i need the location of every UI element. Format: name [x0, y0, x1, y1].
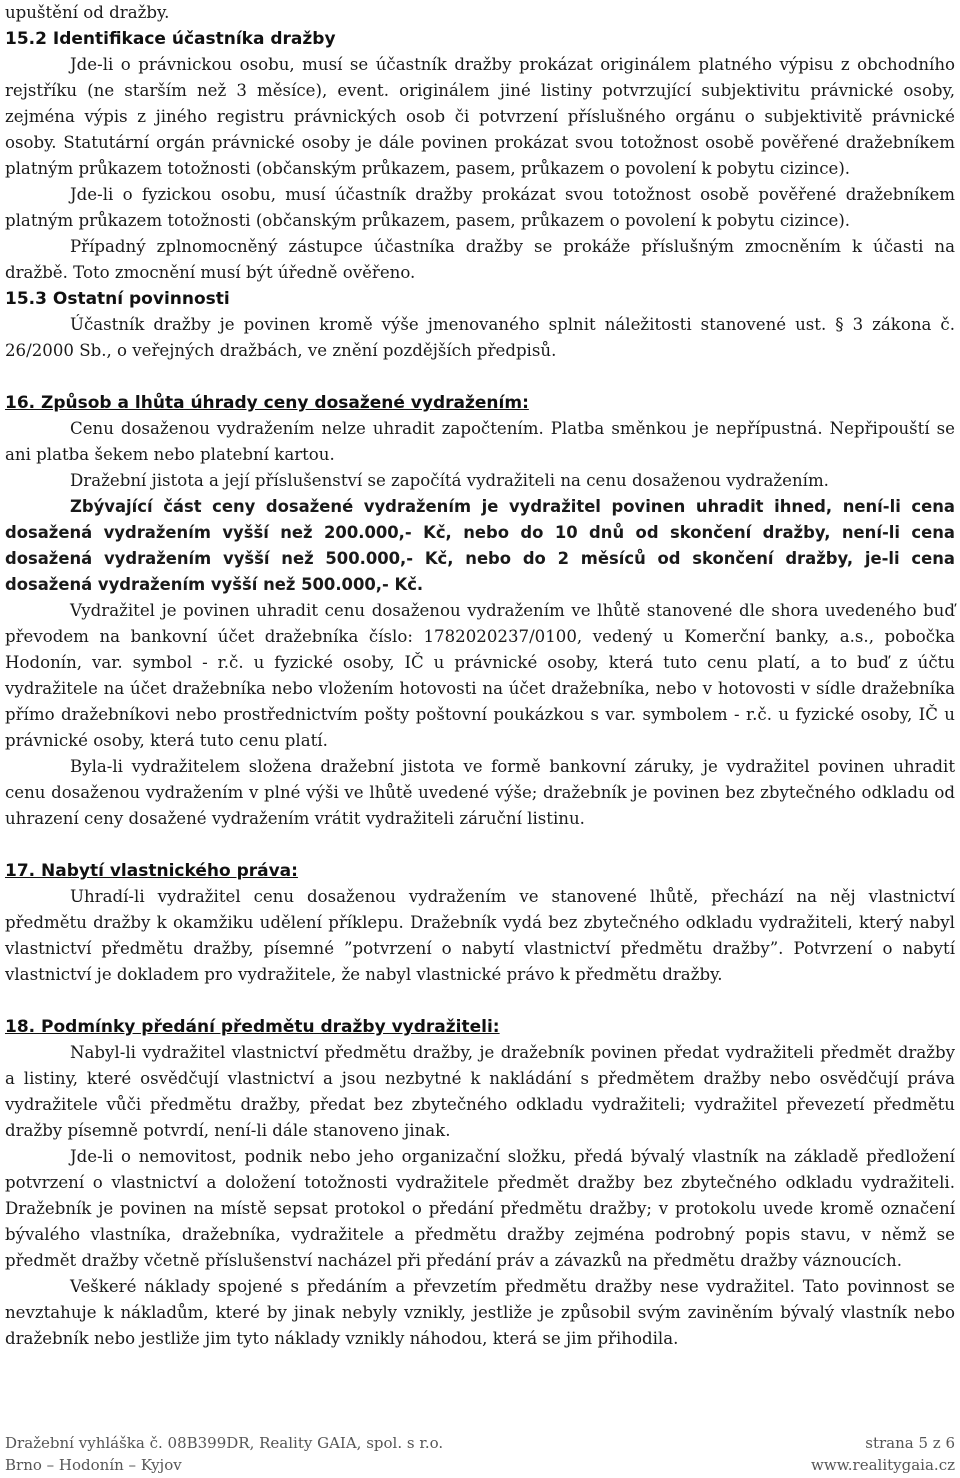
heading-15-3	[5, 286, 955, 312]
heading-16	[5, 390, 955, 416]
paragraph-16-2: Dražební jistota a její příslušenství se započítá vydražiteli na cenu dosaženou vydražením.	[70, 471, 829, 490]
footer-page-number: strana 5 z 6	[865, 1434, 955, 1452]
paragraph-18-2: Jde-li o nemovitost, podnik nebo jeho organizační složku, předá bývalý vlastník na základě předložení potvrzení o vlastnictví a doložení totožnosti vydražitele předmět dražby bez zbytečného odkladu vydražiteli. Dražebník je povinen na místě sepsat protokol o předání předmětu dražby; v protokolu uvede kromě označení bývalého vlastníka, dražebníka, vydražitele a předmětu dražby zejména podrobný popis stavu, v němž se předmět dražby včetně příslušenství nacházel při předání práv a závazků na předmětu dražby váznoucích.	[5, 1147, 955, 1270]
footer-row-2	[5, 1454, 955, 1476]
heading-15-3-title: Ostatní povinnosti	[52, 289, 230, 309]
paragraph-15-2-legal-entity: Jde-li o právnickou osobu, musí se účastník dražby prokázat originálem platného výpisu z obchodního rejstříku (ne starším než 3 měsíce), event. originálem jiné listiny potvrzující subjektivitu právnické osoby, zejména výpis z jiného registru právnických osob či potvrzení příslušného orgánu o subjektivitě právnické osoby. Statutární orgán právnické osoby je dále povinen prokázat svou totožnost osobě pověřené dražebníkem platným průkazem totožnosti (občanským průkazem, pasem, průkazem o povolení k pobytu cizince).	[5, 55, 955, 178]
heading-17-text: 17. Nabytí vlastnického práva:	[5, 861, 298, 881]
paragraph-16-1: Cenu dosaženou vydražením nelze uhradit započtením. Platba směnkou je nepřípustná. Nepřipouští se ani platba šekem nebo platební kartou.	[5, 419, 955, 464]
heading-18-text: 18. Podmínky předání předmětu dražby vydražiteli:	[5, 1017, 500, 1037]
section-15-1-tail: upuštění od dražby.	[5, 3, 170, 22]
footer-document-id: Dražební vyhláška č. 08B399DR, Reality GAIA, spol. s r.o.	[5, 1434, 444, 1452]
paragraph-17-1: Uhradí-li vydražitel cenu dosaženou vydražením ve stanovené lhůtě, přechází na něj vlastnictví předmětu dražby k okamžiku udělení příklepu. Dražebník vydá bez zbytečného odkladu vydražiteli, který nabyl vlastnictví předmětu dražby, písemné ”potvrzení o nabytí vlastnictví předmětu dražby”. Potvrzení o nabytí vlastnictví je dokladem pro vydražitele, že nabyl vlastnické právo k předmětu dražby.	[5, 887, 955, 984]
document-body	[5, 0, 955, 1352]
heading-16-text: 16. Způsob a lhůta úhrady ceny dosažené vydražením:	[5, 393, 529, 413]
heading-15-3-number: 15.3	[5, 289, 47, 309]
heading-18	[5, 1014, 955, 1040]
paragraph-15-3: Účastník dražby je povinen kromě výše jmenovaného splnit náležitosti stanovené ust. § 3 zákona č. 26/2000 Sb., o veřejných dražbách, ve znění pozdějších předpisů.	[5, 315, 955, 360]
heading-15-2-title: Identifikace účastníka dražby	[52, 29, 336, 49]
heading-15-2	[5, 26, 955, 52]
footer-row-1	[5, 1432, 955, 1454]
paragraph-16-3-deadlines: Zbývající část ceny dosažené vydražením je vydražitel povinen uhradit ihned, není-li cena dosažená vydražením vyšší než 200.000,- Kč, nebo do 10 dnů od skončení dražby, není-li cena dosažená vydražením vyšší než 500.000,- Kč, nebo do 2 měsíců od skončení dražby, je-li cena dosažená vydražením vyšší než 500.000,- Kč.	[5, 497, 955, 594]
page-footer	[5, 1432, 955, 1476]
heading-17	[5, 858, 955, 884]
paragraph-15-2-proxy: Případný zplnomocněný zástupce účastníka dražby se prokáže příslušným zmocněním k účasti na dražbě. Toto zmocnění musí být úředně ověřeno.	[5, 237, 955, 282]
paragraph-16-4-payment: Vydražitel je povinen uhradit cenu dosaženou vydražením ve lhůtě stanovené dle shora uvedeného buď převodem na bankovní účet dražebníka číslo: 1782020237/0100, vedený u Komerční banky, a.s., pobočka Hodonín, var. symbol - r.č. u fyzické osoby, IČ u právnické osoby, která tuto cenu platí, a to buď z účtu vydražitele na účet dražebníka nebo vložením hotovosti na účet dražebníka, nebo v hotovosti v sídle dražebníka přímo dražebníkovi nebo prostřednictvím pošty poštovní poukázkou s var. symbolem - r.č. u fyzické osoby, IČ u právnické osoby, která tuto cenu platí.	[5, 601, 955, 750]
footer-locations: Brno – Hodonín – Kyjov	[5, 1456, 182, 1474]
paragraph-18-3: Veškeré náklady spojené s předáním a převzetím předmětu dražby nese vydražitel. Tato povinnost se nevztahuje k nákladům, které by jinak nebyly vznikly, jestliže je způsobil svým zaviněním bývalý vlastník nebo dražebník nebo jestliže jim tyto náklady vznikly náhodou, která se jim přihodila.	[5, 1277, 955, 1348]
footer-website[interactable]: www.realitygaia.cz	[811, 1456, 955, 1474]
paragraph-15-2-natural-person: Jde-li o fyzickou osobu, musí účastník dražby prokázat svou totožnost osobě pověřené dražebníkem platným průkazem totožnosti (občanským průkazem, pasem, průkazem o povolení k pobytu cizince).	[5, 185, 955, 230]
paragraph-18-1: Nabyl-li vydražitel vlastnictví předmětu dražby, je dražebník povinen předat vydražiteli předmět dražby a listiny, které osvědčují vlastnictví a jsou nezbytné k nakládání s předmětem dražby nebo osvědčují práva vydražitele vůči předmětu dražby, předat bez zbytečného odkladu vydražiteli; vydražitel převezetí předmětu dražby písemně potvrdí, není-li dále stanoveno jinak.	[5, 1043, 955, 1140]
heading-15-2-number: 15.2	[5, 29, 47, 49]
paragraph-16-5-guarantee: Byla-li vydražitelem složena dražební jistota ve formě bankovní záruky, je vydražitel povinen uhradit cenu dosaženou vydražením v plné výši ve lhůtě uvedené výše; dražebník je povinen bez zbytečného odkladu od uhrazení ceny dosažené vydražením vrátit vydražiteli záruční listinu.	[5, 757, 955, 828]
